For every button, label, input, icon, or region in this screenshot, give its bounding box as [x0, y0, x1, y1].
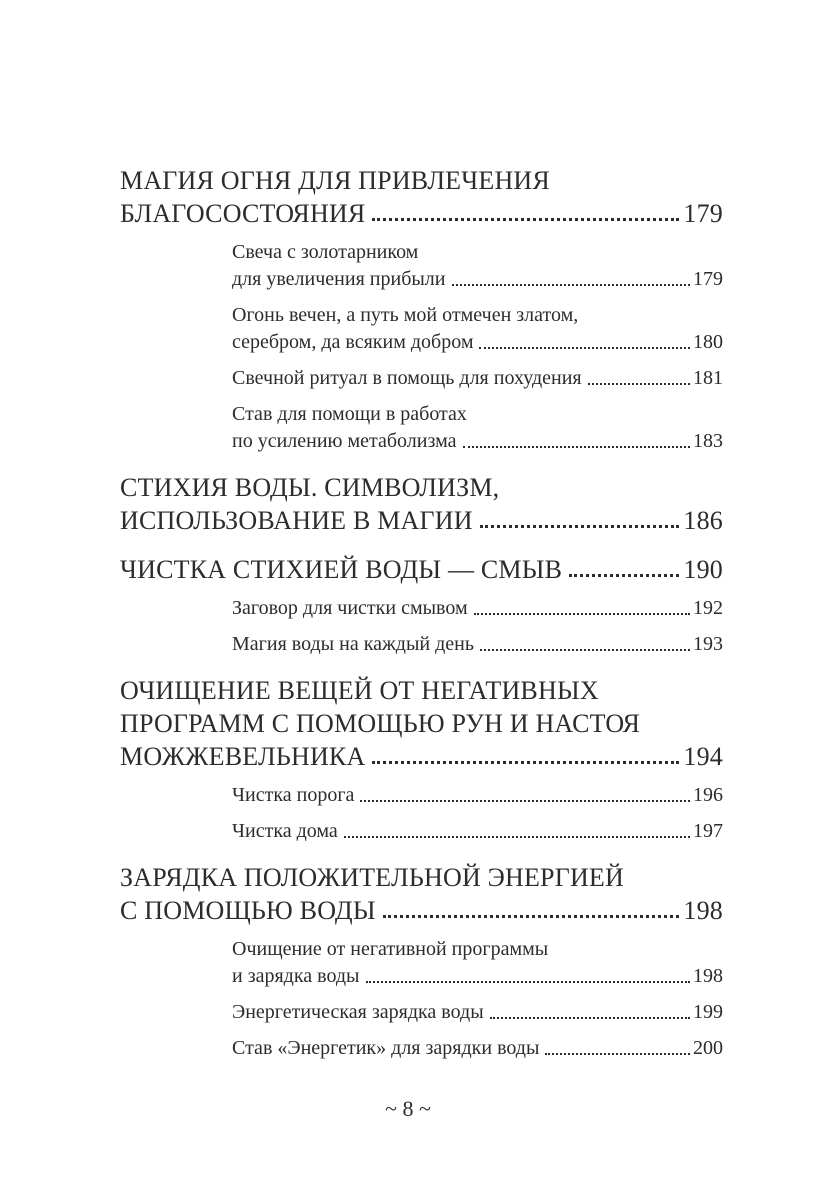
- toc-entry: [120, 471, 723, 537]
- toc-entry-text: для увеличения прибыли: [232, 268, 446, 290]
- toc-entry-row: [232, 329, 723, 356]
- toc-entry: [232, 1035, 723, 1062]
- toc-entry-row: [232, 631, 723, 658]
- toc-entry-text: Став «Энергетик» для зарядки воды: [232, 1037, 540, 1059]
- toc-entry-text: ПРОГРАММ С ПОМОЩЬЮ РУН И НАСТОЯ: [120, 709, 641, 738]
- toc-entry: [232, 936, 723, 990]
- dot-leader: [360, 800, 690, 802]
- dot-leader: [372, 218, 679, 221]
- toc-entry-text: Очищение от негативной программы: [232, 938, 549, 960]
- dot-leader: [372, 761, 679, 764]
- toc-entry-row: [232, 365, 723, 392]
- toc-entry: [120, 164, 723, 230]
- toc-entry-page: 179: [683, 199, 723, 228]
- toc-entry-page: 194: [683, 742, 723, 771]
- toc-entry: [232, 999, 723, 1026]
- toc-entry-row: [120, 553, 723, 586]
- toc-entry-row: [232, 595, 723, 622]
- dot-leader: [569, 574, 679, 577]
- toc-entry-page: 193: [693, 633, 723, 655]
- toc-entry-row: [120, 740, 723, 773]
- toc-entry-page: 197: [693, 820, 723, 842]
- dot-leader: [545, 1053, 690, 1055]
- toc-entry: [232, 365, 723, 392]
- toc-entry-row: [232, 818, 723, 845]
- toc-entry-page: 186: [683, 506, 723, 535]
- toc-entry-row: [232, 266, 723, 293]
- toc-entry-text: БЛАГОСОСТОЯНИЯ: [120, 199, 366, 228]
- toc-entry-text: Энергетическая зарядка воды: [232, 1001, 484, 1023]
- table-of-contents: [120, 164, 723, 1062]
- page-number-footer: ~ 8 ~: [385, 1096, 431, 1121]
- toc-entry-text: Свеча с золотарником: [232, 241, 419, 263]
- dot-leader: [480, 649, 690, 651]
- toc-entry-row: [232, 428, 723, 455]
- toc-entry: [232, 302, 723, 356]
- toc-entry: [120, 861, 723, 927]
- toc-entry: [232, 239, 723, 293]
- dot-leader: [383, 915, 680, 918]
- toc-entry-row: [120, 197, 723, 230]
- toc-entry-page: 196: [693, 784, 723, 806]
- toc-entry-text: Свечной ритуал в помощь для похудения: [232, 367, 582, 389]
- toc-entry-row: [232, 782, 723, 809]
- toc-entry-text: ЗАРЯДКА ПОЛОЖИТЕЛЬНОЙ ЭНЕРГИЕЙ: [120, 863, 624, 892]
- toc-entry-text: СТИХИЯ ВОДЫ. СИМВОЛИЗМ,: [120, 473, 500, 502]
- toc-entry-page: 179: [693, 268, 723, 290]
- toc-entry: [232, 631, 723, 658]
- toc-entry: [232, 818, 723, 845]
- toc-entry-text: С ПОМОЩЬЮ ВОДЫ: [120, 896, 376, 925]
- toc-entry-text: Магия воды на каждый день: [232, 633, 474, 655]
- dot-leader: [479, 347, 690, 349]
- toc-entry-text: Чистка дома: [232, 820, 338, 842]
- dot-leader: [490, 1017, 690, 1019]
- toc-entry: [232, 782, 723, 809]
- toc-entry-page: 200: [693, 1037, 723, 1059]
- toc-entry-text: МОЖЖЕВЕЛЬНИКА: [120, 742, 366, 771]
- toc-entry: [120, 553, 723, 586]
- toc-entry-text: и зарядка воды: [232, 965, 360, 987]
- dot-leader: [463, 446, 691, 448]
- toc-entry-page: 198: [693, 965, 723, 987]
- toc-entry-text: ОЧИЩЕНИЕ ВЕЩЕЙ ОТ НЕГАТИВНЫХ: [120, 676, 599, 705]
- toc-entry-page: 198: [683, 896, 723, 925]
- toc-entry-row: [120, 504, 723, 537]
- toc-entry: [120, 674, 723, 773]
- toc-entry-text: Огонь вечен, а путь мой отмечен златом,: [232, 304, 579, 326]
- toc-entry-text: по усилению метаболизма: [232, 430, 457, 452]
- dot-leader: [452, 284, 691, 286]
- toc-entry-row: [232, 963, 723, 990]
- toc-entry: [232, 401, 723, 455]
- toc-entry-page: 192: [693, 597, 723, 619]
- toc-entry-page: 190: [683, 555, 723, 584]
- toc-entry-text: Заговор для чистки смывом: [232, 597, 468, 619]
- toc-entry-page: 180: [693, 331, 723, 353]
- toc-entry-text: ЧИСТКА СТИХИЕЙ ВОДЫ — СМЫВ: [120, 555, 563, 584]
- toc-entry-text: ИСПОЛЬЗОВАНИЕ В МАГИИ: [120, 506, 473, 535]
- toc-entry-text: МАГИЯ ОГНЯ ДЛЯ ПРИВЛЕЧЕНИЯ: [120, 166, 550, 195]
- toc-entry-text: Чистка порога: [232, 784, 355, 806]
- toc-entry-text: серебром, да всяким добром: [232, 331, 474, 353]
- toc-entry: [232, 595, 723, 622]
- dot-leader: [480, 525, 680, 528]
- toc-entry-row: [232, 999, 723, 1026]
- toc-entry-page: 199: [693, 1001, 723, 1023]
- toc-entry-row: [120, 894, 723, 927]
- dot-leader: [344, 836, 690, 838]
- toc-entry-row: [232, 1035, 723, 1062]
- toc-entry-page: 183: [693, 430, 723, 452]
- toc-entry-text: Став для помощи в работах: [232, 403, 467, 425]
- dot-leader: [474, 613, 690, 615]
- dot-leader: [366, 981, 691, 983]
- dot-leader: [588, 383, 690, 385]
- toc-entry-page: 181: [693, 367, 723, 389]
